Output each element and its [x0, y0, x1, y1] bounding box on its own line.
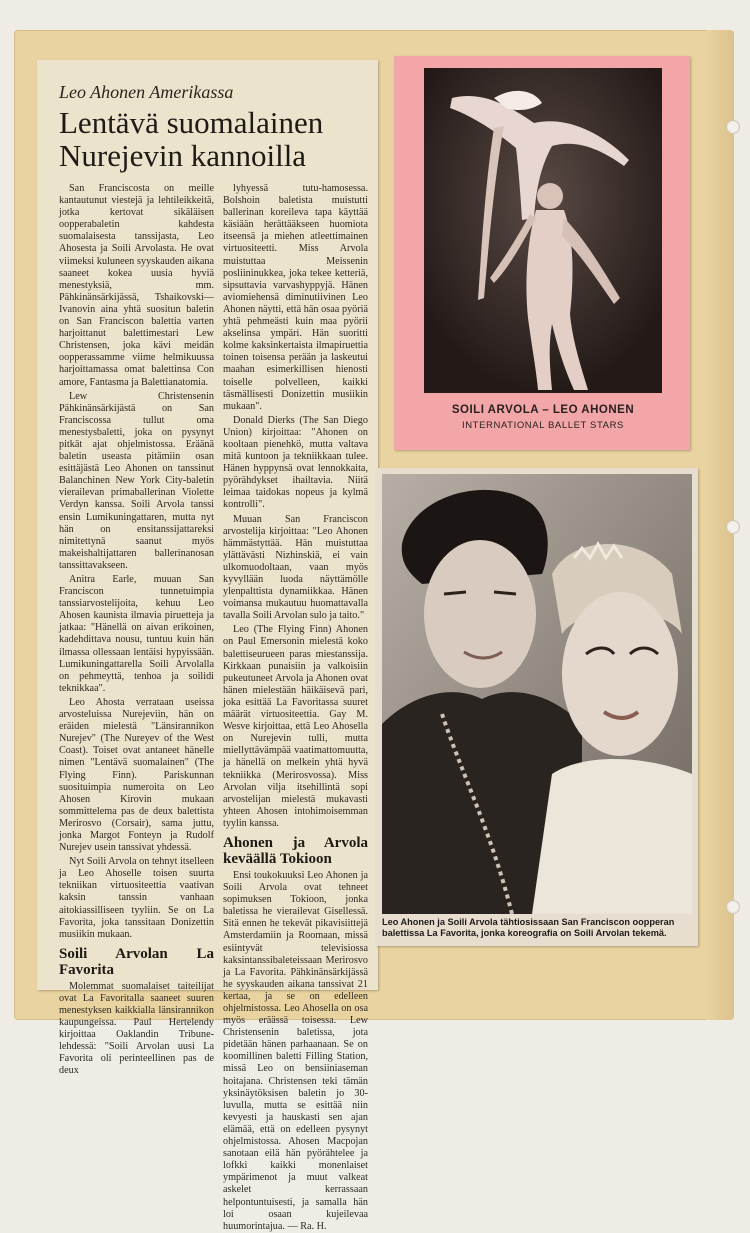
article-paragraph: lyhyessä tutu-hamosessa. Bolshoin baletista muistutti ballerinan koreileva tapa käyttää käsiään herättääkseen huomiota itseensä ja miehen atleettimainen virtuositeetti. Miss Arvola muistuttaa Meissenin posliininukkea, joka tekee ketteriä, sipsuttavia varvashyppyjä. Hänen aviomiehensä diminutiivinen Leo Ahonen näytti, että hän osaa pyöriä yhtä pehmeästi kuin maa pyörii akselinsa ympäri. Hän suoritti kolme kaksinkertaista ilmapiruettia toinen toisensa perään ja laskeutui maahan esimerkillisen hienosti toiselle polvelleen, kaikki täsmällisesti Donizettin musiikin mukaan".: [223, 183, 368, 412]
article-paragraph: Leo (The Flying Finn) Ahonen on Paul Emersonin mielestä koko balettiseurueen paras miestanssija. Kirkkaan punaisiin ja valkoisiin pukeutuneet Arvola ja Ahonen ovat hänen mielestään häikäisevä pari, joka esittää La Favoritassa suuret määrät virtuositeettia. Gay M. Wesve kirjoittaa, että Leo Ahosella on Nurejevin tulli, mutta miellyttävämpää vaatimattomuutta, ja hänellä on melkein yhtä hyvä tekniikka (Merirosvossa). Miss Arvolan vilja itsehillintä sopi arvostelijan mielestä mukavasti yhteen Ahosen intohimoisemman tyylin kanssa.: [223, 624, 368, 829]
portrait-photo-clipping: [376, 468, 698, 946]
ballet-duo-photo: [424, 68, 662, 393]
article-paragraph: Donald Dierks (The San Diego Union) kirjoittaa: "Ahonen on kooltaan pienehkö, mutta valtava mitä kuntoon ja tekniikkaan tulee. Hänen hyppynsä ovat lennokkaita, pyörähdykset ihailtavia. Niitä leimaa taidokas nopeus ja kylmä kontrolli".: [223, 414, 368, 511]
portrait-illustration: [382, 474, 692, 914]
newspaper-clipping: [37, 60, 378, 1232]
article-headline: Lentävä suomalainen Nurejevin kannoilla: [59, 105, 324, 173]
article-paragraph: Nyt Soili Arvola on tehnyt itselleen ja Leo Ahoselle toisen suurta tekniikan virtuositeettia vaativan kaksin tanssin vanhaan aitokiassilliseen tyyliin. Se on La Favorita, joka tanssitaan Donizettin musiikin mukaan.: [59, 856, 214, 940]
article-kicker: Leo Ahonen Amerikassa: [59, 82, 234, 102]
article-paragraph: Leo Ahosta verrataan useissa arvosteluissa Nurejeviin, hän on eräiden mielestä "Länsirannikon Nurejev" (The Nureyev of the West Coast). Toiset ovat antaneet hänelle nimen "Lentävä suomalainen" (The Flying Finn). Pariskunnan suosituimpia numeroita on Leo Ahosen Kirovin mukaan sommittelema pas de deux balettista Merirosvo (Corsair), sama juttu, jonka Margot Fonteyn ja Rudolf Nurejev usein tanssivat yhdessä.: [59, 696, 214, 854]
photo-caption-names: SOILI ARVOLA – LEO AHONEN: [451, 404, 635, 416]
article-paragraph: Muuan San Franciscon arvostelija kirjoittaa: "Leo Ahonen hämmästyttää. Hän muistuttaa ylättävästi Nizhinskiä, ei vain ulkomuodoltaan, vaan myös kyvyllään luoda näyttämölle ylenpalttista dynamiikkaa. Hänen voimansa mukautuu huomattavalla tavalla Soili Arvolan sulo ja taito.": [223, 513, 368, 622]
article-paragraph: Lew Christensenin Pähkinänsärkijästä on San Franciscossa tullut oma menestysbaletti, joka on pysynyt pitkät ajat ohjelmistossa. Eräänä baletin useasta pitämiin osan esittäjästä Leo Ahonen on tanssinut Balanchinen New York City-baletin vierailevan primaballerinan Violette Verdyn kanssa. Soili Arvola tanssi ensin Lumikuningattaren, mutta nyt hän on ensitanssijattareksi nimitettynä saanut myös makeishaltijattaren ballerinanosan tanssittavakseen.: [59, 390, 214, 571]
binder-hole: [726, 120, 740, 134]
dancers-portrait-photo: [382, 474, 692, 914]
article-column-2: [223, 183, 368, 1232]
article-paragraph: Molemmat suomalaiset taiteilijat ovat La Favoritalla saaneet suuren menestyksen kaikkialla länsirannikon kaupungeissa. Paul Hertelendy kirjoittaa Oaklandin Tribune-lehdessä: "Soili Arvolan uusi La Favorita oli perinteellinen pas de deux: [59, 980, 214, 1077]
article-paragraph: Anitra Earle, muuan San Franciscon tunnetuimpia tanssiarvostelijoita, kehuu Leo Ahosen kaunista ilmavia piruetteja ja jatkaa: "Hänellä on aivan erikoinen, kadehdittava nousu, tuntuu kuin hän ilmassa ollessaan lentäisi hypyissään. Lumikuningattarella Soili Arvolalla on pehmeyttä, tenhoa ja soilidi teknikkaa".: [59, 574, 214, 694]
article-paragraph: Ensi toukokuuksi Leo Ahonen ja Soili Arvola ovat tehneet sopimuksen Tokioon, jonka baletissa he vierailevat Gisellessä. Sitä ennen he tekevät pikavisiittejä Amsterdamiin ja Roomaan, missä esiintyvät televisiossa kaksintanssibaleteissaan Merirosvo ja La Favorita. Pähkinänsärkijässä he syyskauden aikana tanssivat 21 kertaa, ja se on edelleen ohjelmistossa. Leo Ahosella on osa myös eräässä toisessa. Lew Christensenin baletissa, jota pidetään hänen parhaanaan. Se on koomillinen baletti Filling Station, missä Leo on bensiiniaseman hoitajana. Christensen teki tämän yksinäytöksisen baletin jo 30-luvulla, mutta se esittää niin kevyesti ja hauskasti sen ajan elämää, että on edelleen pysynyt ohjelmistossa. Ahosen Macpojan sanotaan eilä hän pyörähtelee ja lofkki kaikki monenlaiset ympärimenot ja muut valkeat askelet kerrassaan helpontuntuisesti, ja samalla hän loi osaan kujeilevaa huumorintajua. — Ra. H.: [223, 869, 368, 1232]
dancers-lift-illustration: [424, 68, 662, 393]
binder-hole: [726, 900, 740, 914]
article-paragraph: San Franciscosta on meille kantautunut viestejä ja lehtileikkeitä, jotka kertovat sikäläisen oopperabaletin kahdesta suomalaisesta tanssijasta, Leo Ahosesta ja Soili Arvolasta. He ovat viimeksi kuluneen syyskauden aikana saaneet kokea uusia hyviä menestyksiä, mm. Pähkinänsärkijässä, Tshaikovski—Ivanovin aina yhtä suositun baletin on San Franciscon balettia varten harjoittanut balettimestari Lew Christensen, joka kävi meidän oopperassamme viime helmikuussa harjoittamassa omat balettinsa Con amore, Fantasma ja Balettianatomia.: [59, 183, 214, 388]
photo-caption-subtitle: INTERNATIONAL BALLET STARS: [461, 420, 624, 431]
article-column-1: [59, 183, 214, 1077]
article-subheading: Ahonen ja Arvola keväällä Tokioon: [223, 834, 368, 867]
article-subheading: Soili Arvolan La Favorita: [59, 945, 214, 978]
binder-hole: [726, 520, 740, 534]
ballet-photo-card: [394, 56, 690, 450]
portrait-caption: Leo Ahonen ja Soili Arvola tähtiosissaan San Franciscon oopperan balettissa La Favorita, jonka koreografia on Soili Arvolan tekemä.: [382, 917, 675, 938]
